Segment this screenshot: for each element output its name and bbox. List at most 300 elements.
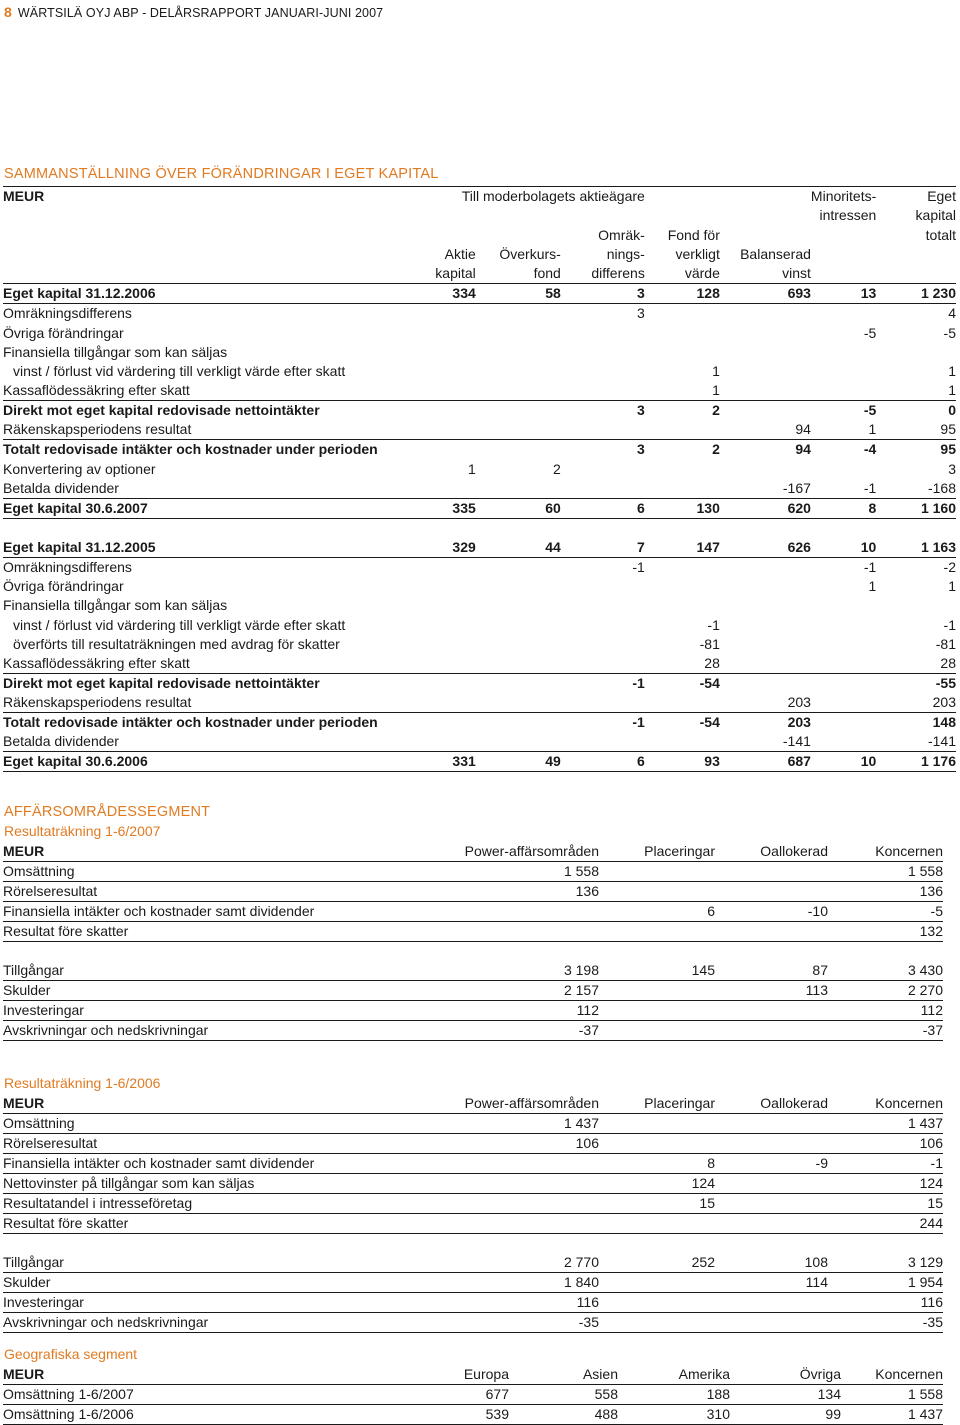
cell-value: -2 <box>943 558 956 575</box>
cell-value: 94 <box>795 441 811 458</box>
equity-row <box>3 732 956 752</box>
cell-value: 331 <box>378 752 476 772</box>
cell-value <box>811 459 876 478</box>
cell-value <box>811 732 876 752</box>
minority-label-2: intressen <box>819 207 877 224</box>
transl-label-3: differens <box>561 264 645 284</box>
cell-value: 203 <box>720 693 811 713</box>
cell-value: 106 <box>828 1134 943 1154</box>
cell-value <box>476 440 561 460</box>
equity-row <box>3 362 956 381</box>
row-label: Kassaflödessäkring efter skatt <box>3 654 378 674</box>
cell-value: 626 <box>720 538 811 558</box>
cell-value: 1 954 <box>828 1272 943 1292</box>
segment-row <box>3 922 943 942</box>
row-label: Betalda dividender <box>3 479 378 499</box>
segment-row <box>3 1154 943 1174</box>
cell-value <box>378 440 476 460</box>
cell-value: 94 <box>720 420 811 440</box>
cell-value <box>378 343 476 362</box>
cell-value <box>645 343 720 362</box>
column-header: Koncernen <box>828 842 943 862</box>
cell-value <box>561 362 645 381</box>
segment-row <box>3 1134 943 1154</box>
cell-value: 2 <box>712 402 720 419</box>
cell-value <box>476 596 561 615</box>
cell-value <box>561 596 645 615</box>
cell-value <box>645 420 720 440</box>
share-label-1: Aktie <box>444 246 476 263</box>
equity-section-title: SAMMANSTÄLLNING ÖVER FÖRÄNDRINGAR I EGET KAPITAL <box>4 166 439 182</box>
meur-label: MEUR <box>3 187 378 207</box>
cell-value: -141 <box>876 732 956 752</box>
cell-value <box>599 1020 715 1040</box>
cell-value: -5 <box>943 324 956 341</box>
column-header: Placeringar <box>599 842 715 862</box>
cell-value: 116 <box>828 1292 943 1312</box>
cell-value <box>561 381 645 401</box>
row-label: Tillgångar <box>3 961 413 981</box>
equity-row <box>3 401 956 421</box>
row-label: Räkenskapsperiodens resultat <box>3 693 378 713</box>
equity-row <box>3 479 956 499</box>
geo-section-title: Geografiska segment <box>4 1346 138 1362</box>
cell-value <box>599 1292 715 1312</box>
cell-value: 145 <box>599 961 715 981</box>
cell-value <box>645 577 720 596</box>
cell-value <box>811 343 876 362</box>
cell-value <box>476 420 561 440</box>
equity-table <box>3 186 956 772</box>
cell-value <box>413 1174 599 1194</box>
cell-value <box>811 304 876 324</box>
cell-value <box>715 1312 828 1332</box>
cell-value <box>811 635 876 654</box>
cell-value <box>715 1174 828 1194</box>
cell-value: 28 <box>876 654 956 674</box>
cell-value: 334 <box>378 284 476 304</box>
column-header: Asien <box>509 1365 618 1385</box>
cell-value <box>378 732 476 752</box>
cell-value: 95 <box>876 420 956 440</box>
cell-value: 13 <box>811 284 876 304</box>
cell-value <box>476 557 561 577</box>
row-label: Direkt mot eget kapital redovisade nettointäkter <box>3 402 320 419</box>
row-label: Rörelseresultat <box>3 1134 413 1154</box>
cell-value: -1 <box>863 558 877 575</box>
cell-value <box>378 577 476 596</box>
cell-value <box>599 882 715 902</box>
equity-row <box>3 713 956 733</box>
column-header: Koncernen <box>828 1094 943 1114</box>
cell-value: 3 <box>948 460 956 477</box>
segment-row <box>3 1020 943 1040</box>
cell-value: 8 <box>811 498 876 518</box>
row-label: Omsättning <box>3 862 413 882</box>
cell-value: 124 <box>828 1174 943 1194</box>
cell-value <box>599 922 715 942</box>
segment-row <box>3 1000 943 1020</box>
cell-value <box>811 713 876 733</box>
column-header: Oallokerad <box>715 1094 828 1114</box>
cell-value: -10 <box>715 902 828 922</box>
cell-value <box>561 577 645 596</box>
row-label: Eget kapital 30.6.2006 <box>3 752 378 772</box>
cell-value <box>378 654 476 674</box>
row-label: Totalt redovisade intäkter och kostnader under perioden <box>3 714 378 731</box>
cell-value: -81 <box>699 636 720 653</box>
cell-value: 558 <box>509 1385 618 1405</box>
cell-value: 8 <box>599 1154 715 1174</box>
cell-value <box>811 596 876 615</box>
segment-row <box>3 862 943 882</box>
equity-row <box>3 557 956 577</box>
cell-value <box>378 693 476 713</box>
cell-value: -1 <box>828 1154 943 1174</box>
equity-row <box>3 577 956 596</box>
cell-value <box>715 1214 828 1234</box>
cell-value <box>720 323 811 342</box>
cell-value: -81 <box>935 636 956 653</box>
cell-value: 44 <box>476 538 561 558</box>
cell-value <box>599 1114 715 1134</box>
cell-value <box>645 459 720 478</box>
cell-value: 203 <box>876 693 956 713</box>
cell-value <box>378 381 476 401</box>
cell-value: 6 <box>561 498 645 518</box>
row-label: Finansiella intäkter och kostnader samt dividender <box>3 902 413 922</box>
segment-row <box>3 1214 943 1234</box>
premium-label-1: Överkurs- <box>499 246 561 263</box>
cell-value <box>476 323 561 342</box>
cell-value: 329 <box>378 538 476 558</box>
cell-value <box>599 1134 715 1154</box>
cell-value <box>378 615 476 634</box>
cell-value: 3 <box>637 305 645 322</box>
retained-label-1: Balanserad <box>740 246 811 263</box>
cell-value <box>811 362 876 381</box>
cell-value <box>378 713 476 733</box>
cell-value <box>715 1020 828 1040</box>
cell-value: -55 <box>935 675 956 692</box>
equity-row <box>3 635 956 654</box>
cell-value <box>715 1114 828 1134</box>
equity-row <box>3 693 956 713</box>
cell-value <box>811 615 876 634</box>
segment-row <box>3 1114 943 1134</box>
cell-value: 10 <box>811 538 876 558</box>
segments-sub-2007: Resultaträkning 1-6/2007 <box>4 823 161 839</box>
cell-value <box>378 323 476 342</box>
segments-table-2007 <box>3 842 943 1041</box>
geo-table <box>3 1365 943 1425</box>
cell-value: 1 <box>876 381 956 401</box>
cell-value: 4 <box>948 305 956 322</box>
segments-sub-2006: Resultaträkning 1-6/2006 <box>4 1075 161 1091</box>
cell-value <box>561 343 645 362</box>
transl-label-1: Omräk- <box>598 226 645 243</box>
cell-value <box>413 922 599 942</box>
cell-value: 1 <box>645 381 720 401</box>
cell-value: 1 <box>948 363 956 380</box>
row-label: Konvertering av optioner <box>3 460 156 477</box>
cell-value: 112 <box>828 1000 943 1020</box>
cell-value <box>413 1154 599 1174</box>
cell-value: 15 <box>828 1194 943 1214</box>
cell-value: -5 <box>828 902 943 922</box>
segments-table-2006 <box>3 1094 943 1333</box>
column-header: Koncernen <box>841 1365 943 1385</box>
cell-value: 108 <box>715 1253 828 1273</box>
cell-value: 1 163 <box>876 538 956 558</box>
cell-value <box>476 732 561 752</box>
cell-value: -35 <box>413 1312 599 1332</box>
cell-value <box>720 577 811 596</box>
cell-value: 6 <box>561 752 645 772</box>
row-label: Resultat före skatter <box>3 1214 413 1234</box>
cell-value: 1 558 <box>413 862 599 882</box>
segment-row <box>3 1194 943 1214</box>
cell-value: 6 <box>599 902 715 922</box>
equity-rows-2007 <box>3 284 956 519</box>
cell-value: 0 <box>948 402 956 419</box>
cell-value: 130 <box>645 498 720 518</box>
row-label: Omsättning 1-6/2007 <box>3 1385 303 1405</box>
segment-header-row <box>3 1094 943 1114</box>
geo-row <box>3 1405 943 1425</box>
cell-value: 49 <box>476 752 561 772</box>
row-label: Avskrivningar och nedskrivningar <box>3 1312 413 1332</box>
row-label: Eget kapital 30.6.2007 <box>3 498 378 518</box>
segment-header-row <box>3 842 943 862</box>
row-label: Räkenskapsperiodens resultat <box>3 420 378 440</box>
cell-value <box>561 615 645 634</box>
cell-value: -54 <box>699 714 720 731</box>
column-header: Övriga <box>730 1365 841 1385</box>
cell-value <box>561 459 645 478</box>
row-label: Omräkningsdifferens <box>3 305 132 322</box>
equity-row <box>3 752 956 772</box>
cell-value <box>378 401 476 421</box>
row-label: Finansiella intäkter och kostnader samt dividender <box>3 1154 413 1174</box>
cell-value: 124 <box>599 1174 715 1194</box>
cell-value <box>476 381 561 401</box>
cell-value <box>599 1312 715 1332</box>
cell-value: 3 129 <box>828 1253 943 1273</box>
cell-value: 687 <box>720 752 811 772</box>
cell-value <box>561 323 645 342</box>
row-label: Övriga förändringar <box>3 324 124 341</box>
cell-value: 136 <box>828 882 943 902</box>
row-label: överförts till resultaträkningen med avdrag för skatter <box>13 636 340 653</box>
cell-value <box>715 1292 828 1312</box>
equity-row <box>3 654 956 674</box>
cell-value: 310 <box>618 1405 730 1425</box>
minority-label-1: Minoritets- <box>810 188 877 204</box>
cell-value <box>720 304 811 324</box>
equity-row <box>3 498 956 518</box>
cell-value <box>561 479 645 499</box>
cell-value <box>645 596 720 615</box>
equity-row <box>3 420 956 440</box>
cell-value: 3 198 <box>413 961 599 981</box>
cell-value <box>645 479 720 499</box>
cell-value <box>378 362 476 381</box>
cell-value: 95 <box>940 441 956 458</box>
cell-value <box>645 304 720 324</box>
cell-value: 620 <box>720 498 811 518</box>
row-label: Direkt mot eget kapital redovisade nettointäkter <box>3 675 320 692</box>
cell-value: -4 <box>863 441 877 458</box>
segment-row <box>3 1253 943 1273</box>
row-label: Omsättning <box>3 1114 413 1134</box>
cell-value <box>645 557 720 577</box>
cell-value <box>561 654 645 674</box>
cell-value: 58 <box>476 284 561 304</box>
column-header: Power-affärsområden <box>413 842 599 862</box>
segment-row <box>3 902 943 922</box>
cell-value <box>476 343 561 362</box>
cell-value: -167 <box>720 479 811 499</box>
cell-value: 1 840 <box>413 1272 599 1292</box>
row-label: Totalt redovisade intäkter och kostnader under perioden <box>3 441 378 458</box>
cell-value: -1 <box>707 616 720 633</box>
cell-value: -168 <box>876 479 956 499</box>
equity-row <box>3 615 956 634</box>
cell-value <box>720 362 811 381</box>
cell-value <box>720 343 811 362</box>
cell-value: -37 <box>413 1020 599 1040</box>
equity-row <box>3 323 956 342</box>
cell-value: 335 <box>378 498 476 518</box>
cell-value: 3 <box>637 441 645 458</box>
cell-value: -9 <box>715 1154 828 1174</box>
cell-value: 60 <box>476 498 561 518</box>
segment-row <box>3 882 943 902</box>
cell-value: -1 <box>632 558 645 575</box>
cell-value <box>378 420 476 440</box>
geo-header-row <box>3 1365 943 1385</box>
cell-value: 148 <box>932 714 956 731</box>
segment-row <box>3 1272 943 1292</box>
fair-label-2: verkligt <box>675 246 720 263</box>
geo-row <box>3 1385 943 1405</box>
cell-value <box>599 1000 715 1020</box>
total-label-1: Eget <box>876 187 956 207</box>
cell-value: 116 <box>413 1292 599 1312</box>
cell-value: 112 <box>413 1000 599 1020</box>
cell-value <box>561 635 645 654</box>
cell-value <box>811 693 876 713</box>
cell-value <box>720 557 811 577</box>
cell-value: 1 437 <box>841 1405 943 1425</box>
row-label: Eget kapital 31.12.2005 <box>3 538 378 558</box>
premium-label-2: fond <box>476 264 561 284</box>
row-label: Skulder <box>3 980 413 1000</box>
cell-value: 252 <box>599 1253 715 1273</box>
page-number: 8 <box>4 4 12 20</box>
cell-value <box>811 674 876 694</box>
cell-value: 1 <box>811 420 876 440</box>
cell-value <box>413 902 599 922</box>
retained-label-2: vinst <box>720 264 811 284</box>
cell-value <box>378 596 476 615</box>
cell-value: -1 <box>632 714 645 731</box>
cell-value: -141 <box>720 732 811 752</box>
cell-value <box>715 882 828 902</box>
report-title: WÄRTSILÄ OYJ ABP - DELÅRSRAPPORT JANUARI-JUNI 2007 <box>17 6 384 20</box>
cell-value: 488 <box>509 1405 618 1425</box>
row-label: Omräkningsdifferens <box>3 558 132 575</box>
cell-value <box>720 615 811 634</box>
row-label: Omsättning 1-6/2006 <box>3 1405 303 1425</box>
cell-value: 106 <box>413 1134 599 1154</box>
transl-label-2: nings- <box>606 246 645 263</box>
cell-value: 2 270 <box>828 980 943 1000</box>
cell-value <box>413 1194 599 1214</box>
cell-value <box>599 980 715 1000</box>
column-header: Europa <box>303 1365 509 1385</box>
cell-value <box>378 304 476 324</box>
cell-value: 1 <box>467 460 476 477</box>
equity-row <box>3 538 956 558</box>
row-label: Finansiella tillgångar som kan säljas <box>3 597 228 614</box>
cell-value: 136 <box>413 882 599 902</box>
column-header: MEUR <box>3 842 413 862</box>
cell-value <box>413 1214 599 1234</box>
cell-value <box>720 401 811 421</box>
cell-value <box>720 635 811 654</box>
row-label: Resultatandel i intresseföretag <box>3 1194 413 1214</box>
row-label: Finansiella tillgångar som kan säljas <box>3 343 228 360</box>
cell-value <box>476 479 561 499</box>
cell-value: 132 <box>828 922 943 942</box>
share-label-2: kapital <box>378 264 476 284</box>
segment-row <box>3 1292 943 1312</box>
row-label: Investeringar <box>3 1000 413 1020</box>
segments-section-title: AFFÄRSOMRÅDESSEGMENT <box>4 804 211 820</box>
cell-value <box>720 596 811 615</box>
total-label-3: totalt <box>925 226 956 243</box>
row-label: Resultat före skatter <box>3 922 413 942</box>
segment-row <box>3 980 943 1000</box>
cell-value: 203 <box>787 714 811 731</box>
column-header: Placeringar <box>599 1094 715 1114</box>
equity-row <box>3 343 956 362</box>
cell-value <box>476 304 561 324</box>
column-header: Power-affärsområden <box>413 1094 599 1114</box>
cell-value: 1 <box>712 363 720 380</box>
cell-value <box>378 479 476 499</box>
row-label: Rörelseresultat <box>3 882 413 902</box>
cell-value: 188 <box>618 1385 730 1405</box>
cell-value: 93 <box>645 752 720 772</box>
equity-row <box>3 596 956 615</box>
cell-value <box>720 381 811 401</box>
cell-value: -5 <box>863 324 877 341</box>
cell-value <box>876 343 956 362</box>
cell-value <box>476 713 561 733</box>
equity-row <box>3 440 956 460</box>
cell-value: 3 <box>561 284 645 304</box>
equity-row <box>3 304 956 324</box>
cell-value: 1 176 <box>876 752 956 772</box>
cell-value <box>476 674 561 694</box>
row-label: Tillgångar <box>3 1253 413 1273</box>
cell-value <box>476 615 561 634</box>
cell-value <box>645 693 720 713</box>
cell-value <box>715 862 828 882</box>
